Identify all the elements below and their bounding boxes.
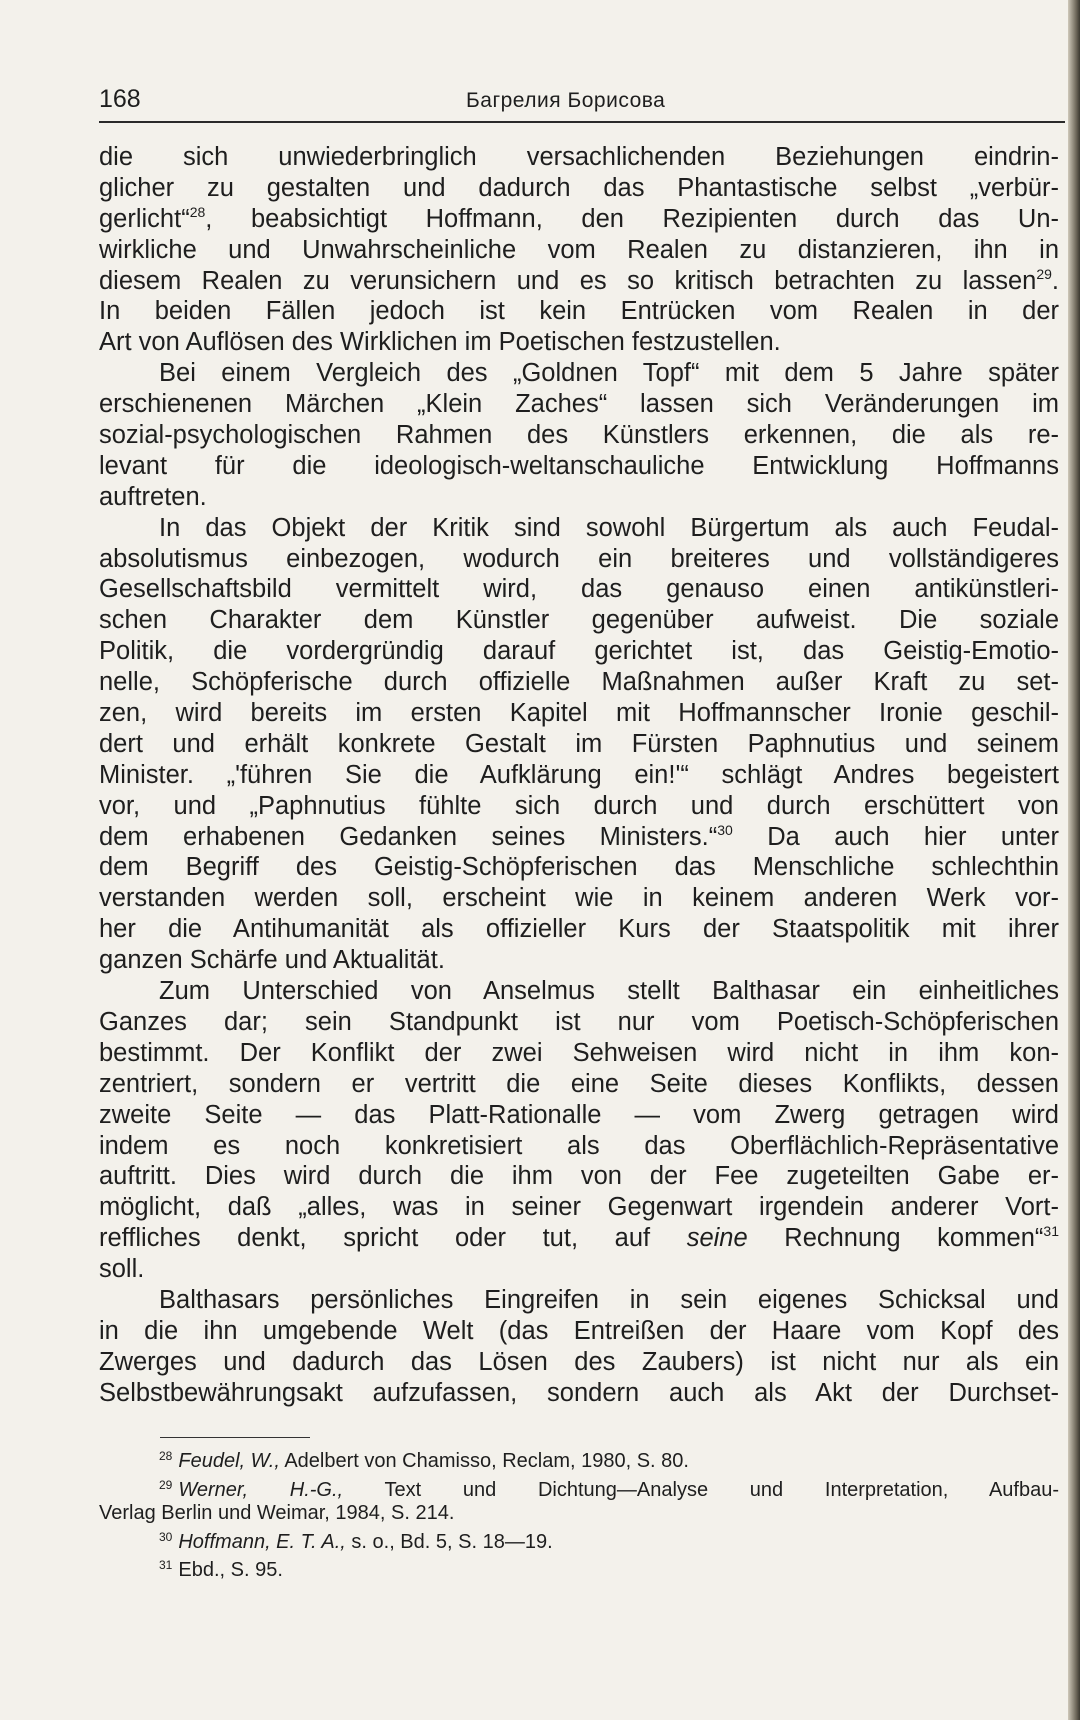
footnote-ref: 28 xyxy=(189,203,206,220)
page-header xyxy=(99,84,1065,118)
text-fragment: diesem Realen zu verunsichern und es so kritisch betrachten zu lassen xyxy=(99,266,1037,295)
footnote-ref: 30 xyxy=(717,821,733,838)
text-line: Zum Unterschied von Anselmus stellt Balthasar ein einheitliches xyxy=(159,977,1059,1006)
footnote-text: s. o., Bd. 5, S. 18—19. xyxy=(345,1530,553,1553)
text-line: Ganzes dar; sein Standpunkt ist nur vom Poetisch-Schöpferischen xyxy=(99,1007,1059,1036)
text-line: Selbstbewährungsakt aufzufassen, sondern auch als Akt der Durchset- xyxy=(99,1378,1059,1407)
footnote-ref: 29 xyxy=(1036,265,1052,282)
text-line: zen, wird bereits im ersten Kapitel mit Hoffmannscher Ironie geschil- xyxy=(99,699,1059,728)
text-line xyxy=(99,1223,1059,1254)
text-line: in die ihn umgebende Welt (das Entreißen der Haare vom Kopf des xyxy=(99,1316,1059,1345)
footnote-rule xyxy=(160,1437,310,1438)
text-line: Bei einem Vergleich des „Goldnen Topf“ mit dem 5 Jahre später xyxy=(159,359,1059,388)
text-line: In das Objekt der Kritik sind sowohl Bürgertum als auch Feudal- xyxy=(159,513,1059,542)
text-line: zentriert, sondern er vertritt die eine Seite dieses Konflikts, dessen xyxy=(99,1069,1059,1098)
header-rule xyxy=(99,121,1065,123)
text-line: möglicht, daß „alles, was in seiner Gegenwart irgendein anderer Vort- xyxy=(99,1193,1059,1222)
text-line: nelle, Schöpferische durch offizielle Maßnahmen außer Kraft zu set- xyxy=(99,668,1059,697)
running-head: Багрелия Борисова xyxy=(466,89,666,112)
text-line: die sich unwiederbringlich versachlichenden Beziehungen eindrin- xyxy=(99,143,1059,171)
text-line: auftreten. xyxy=(99,482,207,511)
text-line: Balthasars persönliches Eingreifen in sein eigenes Schicksal und xyxy=(159,1285,1059,1314)
footnote-number: 28 xyxy=(159,1449,173,1463)
page-number: 168 xyxy=(99,85,141,113)
text-line: vor, und „Paphnutius fühlte sich durch und durch erschüttert von xyxy=(99,791,1059,820)
footnote-number: 30 xyxy=(159,1529,173,1544)
text-line: Politik, die vordergründig darauf gerichtet ist, das Geistig-Emotio- xyxy=(99,637,1059,666)
text-line: zweite Seite — das Platt-Rationalle — vom Zwerg getragen wird xyxy=(99,1100,1059,1129)
text-fragment: . xyxy=(1051,266,1059,295)
footnote-text: Text und Dichtung—Analyse und Interpretation, Aufbau- xyxy=(343,1478,1059,1501)
text-fragment: dem erhabenen Gedanken seines Ministers.“ xyxy=(99,822,718,851)
text-line: indem es noch konkretisiert als das Oberflächlich-Repräsentative xyxy=(99,1131,1059,1160)
text-line: dem Begriff des Geistig-Schöpferischen das Menschliche schlechthin xyxy=(99,853,1059,882)
footnote xyxy=(99,1474,1059,1503)
text-line: erschienenen Märchen „Klein Zaches“ lassen sich Veränderungen im xyxy=(99,390,1059,419)
footnote-continuation: Verlag Berlin und Weimar, 1984, S. 214. xyxy=(99,1502,455,1524)
text-line: dert und erhält konkrete Gestalt im Fürsten Paphnutius und seinem xyxy=(99,729,1059,758)
text-line xyxy=(99,266,1059,297)
body-text xyxy=(99,142,1059,1409)
text-line xyxy=(99,822,1059,853)
text-line: absolutismus einbezogen, wodurch ein breiteres und vollständigeres xyxy=(99,544,1059,573)
text-line: her die Antihumanität als offizieller Kurs der Staatspolitik mit ihrer xyxy=(99,915,1059,944)
text-fragment: Da auch hier unter xyxy=(732,822,1059,851)
text-line: In beiden Fällen jedoch ist kein Entrücken vom Realen in der xyxy=(99,297,1059,326)
text-line: Art von Auflösen des Wirklichen im Poetischen festzustellen. xyxy=(99,328,781,357)
text-fragment: gerlicht“ xyxy=(99,204,190,233)
text-line: Minister. „'führen Sie die Aufklärung ein!'“ schlägt Andres begeistert xyxy=(99,760,1059,789)
footnote-number: 31 xyxy=(159,1558,173,1572)
text-line: auftritt. Dies wird durch die ihm von der Fee zugeteilten Gabe er- xyxy=(99,1162,1059,1191)
text-line: Gesellschaftsbild vermittelt wird, das genauso einen antikünstleri- xyxy=(99,575,1059,604)
text-line: verstanden werden soll, erscheint wie in keinem anderen Werk vor- xyxy=(99,884,1059,913)
footnote-author: Hoffmann, E. T. A., xyxy=(178,1530,346,1553)
text-line: schen Charakter dem Künstler gegenüber aufweist. Die soziale xyxy=(99,606,1059,635)
text-fragment: , beabsichtigt Hoffmann, den Rezipienten durch das Un- xyxy=(205,204,1059,233)
footnote-text: Adelbert von Chamisso, Reclam, 1980, S. 80. xyxy=(279,1450,689,1472)
footnote-author: Feudel, W., xyxy=(178,1450,280,1472)
text-line: levant für die ideologisch-weltanschauliche Entwicklung Hoffmanns xyxy=(99,451,1059,480)
footnote-ref: 31 xyxy=(1043,1223,1059,1240)
footnote-author: Werner, H.-G., xyxy=(178,1478,344,1501)
footnote-number: 29 xyxy=(159,1477,173,1492)
italic-word: seine xyxy=(686,1224,748,1253)
text-line: glicher zu gestalten und dadurch das Phantastische selbst „verbür- xyxy=(99,173,1059,202)
text-line xyxy=(99,204,1059,235)
text-line: soll. xyxy=(99,1255,145,1284)
text-line: wirkliche und Unwahrscheinliche vom Realen zu distanzieren, ihn in xyxy=(99,235,1059,264)
text-fragment: reffliches denkt, spricht oder tut, auf xyxy=(99,1224,651,1253)
text-fragment: Rechnung kommen“ xyxy=(747,1224,1044,1253)
page-edge xyxy=(1068,0,1080,1720)
text-line: ganzen Schärfe und Aktualität. xyxy=(99,946,445,975)
footnote xyxy=(99,1554,1059,1583)
footnote xyxy=(99,1526,1059,1555)
text-line: Zwerges und dadurch das Lösen des Zaubers) ist nicht nur als ein xyxy=(99,1347,1059,1376)
footnotes xyxy=(99,1445,1059,1583)
footnote-text: Ebd., S. 95. xyxy=(178,1559,283,1581)
text-line: sozial-psychologischen Rahmen des Künstlers erkennen, die als re- xyxy=(99,421,1059,450)
text-line: bestimmt. Der Konflikt der zwei Sehweisen wird nicht in ihm kon- xyxy=(99,1038,1059,1067)
footnote xyxy=(99,1445,1059,1474)
